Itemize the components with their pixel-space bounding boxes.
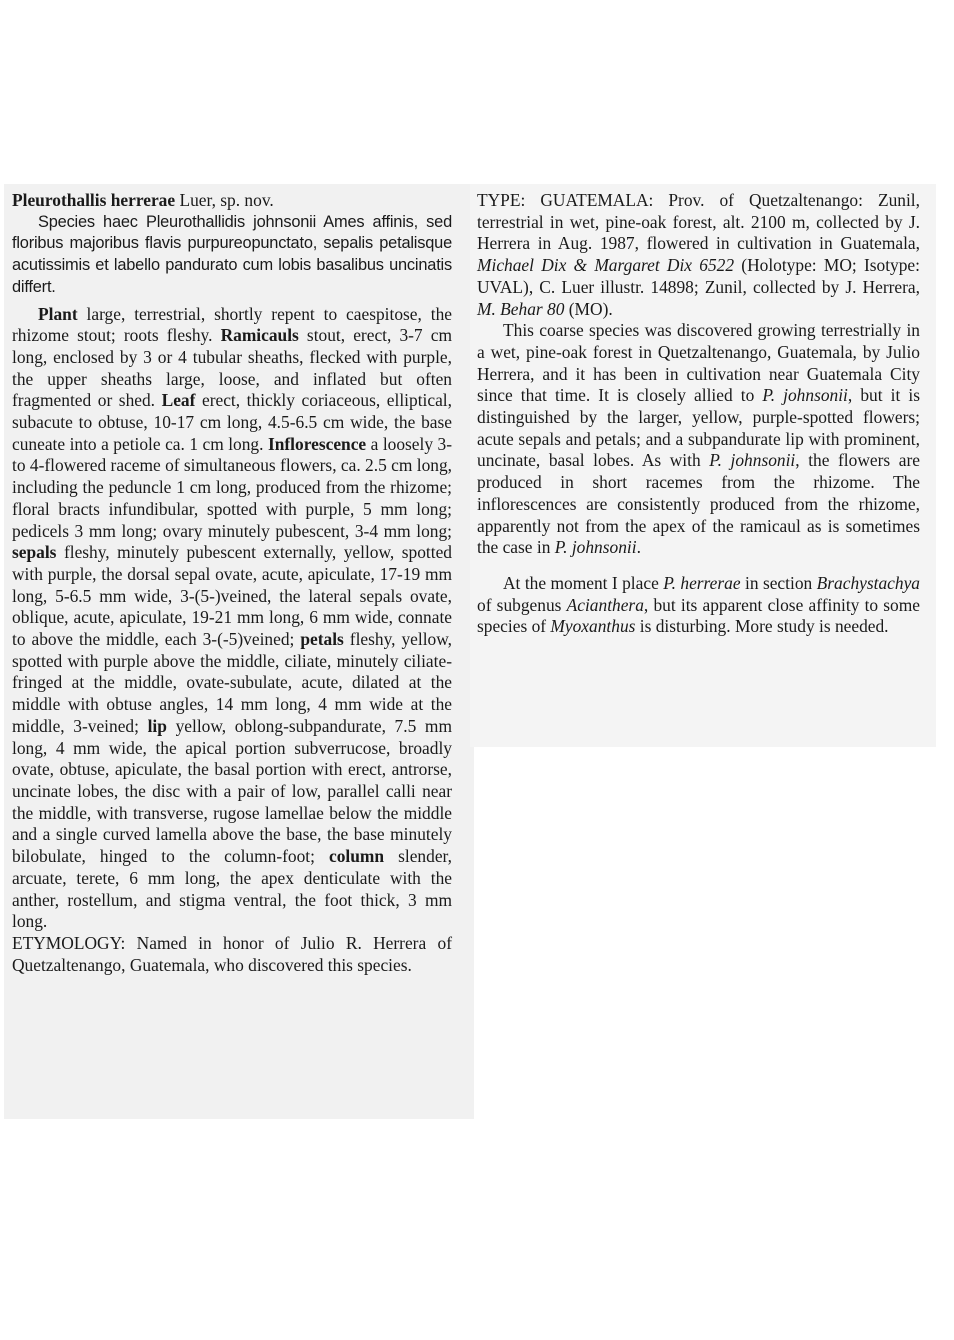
right-column — [470, 184, 936, 747]
left-column — [4, 184, 474, 1119]
plant-text: large, terrestrial, shortly repent to caespitose, the rhizome stout; roots fleshy. — [12, 303, 452, 346]
conclusion — [477, 573, 920, 638]
latin-diagnosis: Species haec Pleurothallidis johnsonii Ames affinis, sed floribus majoribus flavis purpureopunctato, sepalis petalisque acutissimis et labello pandurato cum lobis basalibus uncinatis differt. — [12, 212, 452, 296]
type-text-1: TYPE: GUATEMALA: Prov. of Quetzaltenango: Zunil, terrestrial in wet, pine-oak forest, alt. 2100 m, collected by J. Herrera in Aug. 1987, flowered in cultivation in Guatemala, — [477, 190, 920, 254]
final-text-3: of subgenus — [477, 594, 567, 615]
final-text-5: is disturbing. More study is needed. — [635, 616, 889, 637]
final-genus: Myoxanthus — [550, 616, 636, 637]
type-specimen — [477, 190, 920, 320]
term-plant: Plant — [38, 303, 78, 324]
leaf-text: erect, thickly coriaceous, elliptical, subacute to obtuse, 10-17 cm long, 4.5-6.5 cm wide, the base cuneate into a petiole ca. 1 cm long. — [12, 390, 452, 454]
description — [12, 304, 452, 933]
disc-text-4: . — [636, 537, 641, 558]
species-heading — [12, 190, 452, 212]
disc-text-2: , but it is distinguished by the larger, yellow, purple-spotted flowers; acute sepals and petals; and a subpandurate lip with prominent, uncinate, basal lobes. As with — [477, 385, 920, 471]
final-text-2: in section — [740, 572, 817, 593]
disc-text-1: This coarse species was discovered growing terrestrially in a wet, pine-oak forest in Quetzaltenango, Guatemala, by Julio Herrera, and it has been in cultivation near Guatemala City since that time. It is closely allied to — [477, 320, 920, 406]
type-text-2: (Holotype: MO; Isotype: UVAL), C. Luer illustr. 14898; Zunil, collected by J. Herrera, — [477, 255, 920, 297]
term-leaf: Leaf — [161, 390, 196, 411]
disc-species-2: P. johnsonii — [709, 450, 796, 471]
final-section: Brachystachya — [816, 572, 920, 593]
final-text-4: , but its apparent close affinity to some species of — [477, 594, 921, 637]
type-collector-2: M. Behar 80 — [477, 298, 565, 319]
term-lip: lip — [147, 715, 167, 736]
type-collectors: Michael Dix & Margaret Dix 6522 — [477, 255, 735, 276]
term-sepals: sepals — [12, 542, 57, 563]
final-species: P. herrerae — [663, 572, 741, 593]
final-subgenus: Acianthera — [566, 594, 644, 615]
petals-text: fleshy, yellow, spotted with purple above the middle, ciliate, minutely ciliate-fringed at the middle, ovate-subulate, acute, dilated at the middle with obtuse angles, 14 mm long, 4 mm wide at the middle, 3-veined; — [12, 629, 453, 736]
type-text-3: (MO). — [564, 298, 613, 319]
discussion — [477, 320, 920, 559]
column-text: slender, arcuate, terete, 6 mm long, the apex denticulate with the anther, rostellum, and stigma ventral, the foot thick, 3 mm long. — [12, 846, 452, 932]
species-author: Luer, sp. nov. — [175, 190, 274, 210]
term-column: column — [329, 846, 385, 867]
sepals-text: fleshy, minutely pubescent externally, yellow, spotted with purple, the dorsal sepal ovate, acute, apiculate, 17-19 mm long, 5-6.5 mm wide, 3-(5-)veined, the lateral sepals ovate, oblique, acute, apiculate, 19-21 mm long, 6 mm wide, connate to above the middle, each 3-(-5)veined; — [12, 542, 452, 650]
etymology: ETYMOLOGY: Named in honor of Julio R. Herrera of Quetzaltenango, Guatemala, who discovered this species. — [12, 932, 452, 975]
ramicauls-text: stout, erect, 3-7 cm long, enclosed by 3 or 4 tubular sheaths, flecked with purple, the upper sheaths large, loose, and inflated but often fragmented or shed. — [12, 325, 452, 411]
disc-species-1: P. johnsonii — [762, 385, 848, 406]
lip-text: yellow, oblong-subpandurate, 7.5 mm long, 4 mm wide, the apical portion subverrucose, broadly ovate, obtuse, apiculate, the basal portion with erect, antrorse, uncinate lobes, the disc with a pair of low, parallel calli near the middle, with transverse, rugose lamellae below the middle and a single curved lamella above the base, the base minutely bilobulate, hinged to the column-foot; — [12, 715, 452, 867]
species-title: Pleurothallis herrerae — [12, 190, 176, 210]
disc-text-3: , the flowers are produced in short racemes from the rhizome. The inflorescences are consistently produced from the rhizome, apparently not from the apex of the ramicaul as is sometimes the case in — [477, 450, 920, 558]
term-ramicauls: Ramicauls — [220, 325, 299, 346]
disc-species-3: P. johnsonii — [554, 537, 637, 558]
term-petals: petals — [300, 629, 344, 650]
inflorescence-text: a loosely 3- to 4-flowered raceme of simultaneous flowers, ca. 2.5 cm long, including the peduncle 1 cm long, produced from the rhizome; floral bracts infundibular, spotted with purple, 5 mm long; pedicels 3 mm long; ovary minutely pubescent, 3-4 mm long; — [12, 433, 453, 541]
final-text-1: At the moment I place — [503, 572, 664, 593]
term-inflorescence: Inflorescence — [267, 433, 367, 454]
